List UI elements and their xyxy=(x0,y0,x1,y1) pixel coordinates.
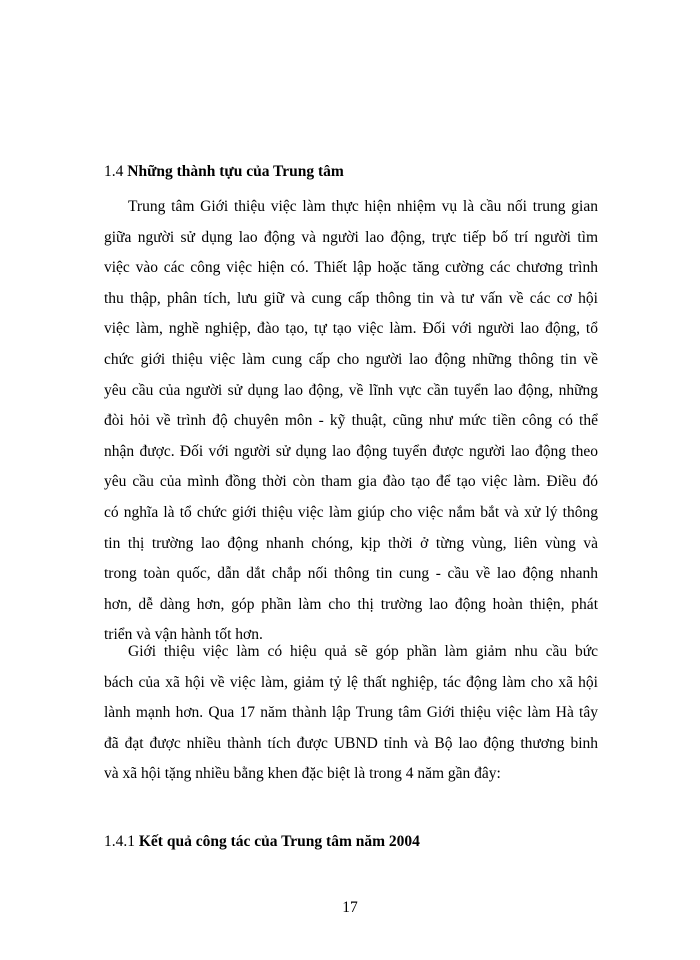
paragraph-line: tin thị trường lao động nhanh chóng, kịp thời ở từng vùng, liên vùng và xyxy=(104,534,598,552)
paragraph-line: Trung tâm Giới thiệu việc làm thực hiện nhiệm vụ là cầu nối trung gian xyxy=(128,198,598,215)
paragraph-line: triển và vận hành tốt hơn. xyxy=(104,626,263,644)
paragraph-line: chức giới thiệu việc làm cung cấp cho người lao động những thông tin về xyxy=(104,350,598,368)
subsection-number: 1.4.1 xyxy=(104,833,135,850)
paragraph-line: đã đạt được nhiều thành tích được UBND tỉnh và Bộ lao động thương binh xyxy=(104,734,598,752)
section-title: Những thành tựu của Trung tâm xyxy=(127,163,344,180)
paragraph-line: Giới thiệu việc làm có hiệu quả sẽ góp phần làm giảm nhu cầu bức xyxy=(128,643,598,660)
paragraph-achievements xyxy=(104,196,598,655)
paragraph-line: yêu cầu của người sử dụng lao động, về lĩnh vực cần tuyển lao động, những xyxy=(104,381,598,399)
paragraph-line: việc làm, nghề nghiệp, đào tạo, tự tạo việc làm. Đối với người lao động, tổ xyxy=(104,320,598,338)
paragraph-line: và xã hội tặng nhiều bằng khen đặc biệt là trong 4 năm gần đây: xyxy=(104,765,501,783)
paragraph-line: nhận được. Đối với người sử dụng lao động tuyển được người lao động theo xyxy=(104,442,598,460)
subsection-heading xyxy=(104,832,420,852)
paragraph-line: việc vào các công việc hiện có. Thiết lập hoặc tăng cường các chương trình xyxy=(104,259,598,277)
paragraph-line: đòi hỏi về trình độ chuyên môn - kỹ thuật, cũng như mức tiền công có thể xyxy=(104,412,598,430)
paragraph-line: hơn, dễ dàng hơn, góp phần làm cho thị trường lao động hoàn thiện, phát xyxy=(104,595,598,613)
paragraph-line: thu thập, phân tích, lưu giữ và cung cấp thông tin và tư vấn về các cơ hội xyxy=(104,289,598,307)
paragraph-line: có nghĩa là tổ chức giới thiệu việc làm giúp cho việc nắm bắt và xử lý thông xyxy=(104,503,598,521)
paragraph-line: trong toàn quốc, dẫn dắt chắp nối thông tin cung - cầu về lao động nhanh xyxy=(104,565,598,583)
page-number: 17 xyxy=(342,899,358,916)
section-number: 1.4 xyxy=(104,163,124,180)
section-heading xyxy=(104,162,344,182)
paragraph-line: yêu cầu của mình đồng thời còn tham gia đào tạo để tạo việc làm. Điều đó xyxy=(104,473,598,491)
subsection-title: Kết quả công tác của Trung tâm năm 2004 xyxy=(138,833,420,850)
paragraph-line: bách của xã hội về việc làm, giảm tỷ lệ thất nghiệp, tác động làm cho xã hội xyxy=(104,673,598,691)
paragraph-employment-effects xyxy=(104,641,598,794)
paragraph-line: giữa người sử dụng lao động và người lao động, trực tiếp bố trí người tìm xyxy=(104,228,598,246)
paragraph-line: lành mạnh hơn. Qua 17 năm thành lập Trung tâm Giới thiệu việc làm Hà tây xyxy=(104,704,598,722)
